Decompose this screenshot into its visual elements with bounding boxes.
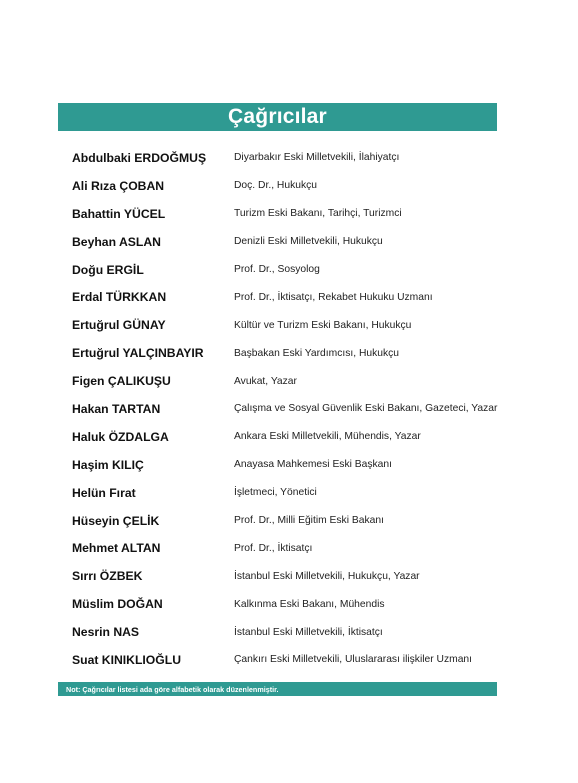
list-item: [72, 423, 532, 451]
list-item: [72, 144, 532, 172]
signatory-name: Müslim DOĞAN: [72, 597, 163, 612]
signatory-name: Beyhan ASLAN: [72, 234, 161, 249]
list-item: [72, 618, 532, 646]
signatory-title: İstanbul Eski Milletvekili, İktisatçı: [234, 626, 383, 638]
signatory-title: İstanbul Eski Milletvekili, Hukukçu, Yazar: [234, 570, 420, 582]
list-item: [72, 172, 532, 200]
signatory-name: Ertuğrul YALÇINBAYIR: [72, 346, 204, 361]
signatory-name: Haşim KILIÇ: [72, 457, 144, 472]
signatory-title: Denizli Eski Milletvekili, Hukukçu: [234, 236, 383, 248]
list-item: [72, 228, 532, 256]
signatory-title: Başbakan Eski Yardımcısı, Hukukçu: [234, 347, 400, 359]
signatory-title: Diyarbakır Eski Milletvekili, İlahiyatçı: [234, 152, 400, 164]
list-item: [72, 507, 532, 535]
signatory-name: Doğu ERGİL: [72, 262, 144, 277]
note-bar: [58, 682, 497, 696]
list-item: [72, 367, 532, 395]
signatory-name: Nesrin NAS: [72, 625, 140, 640]
list-item: [72, 534, 532, 562]
signatory-list: [72, 144, 532, 674]
signatory-name: Ertuğrul GÜNAY: [72, 318, 166, 333]
signatory-name: Abdulbaki ERDOĞMUŞ: [72, 150, 207, 165]
signatory-name: Hakan TARTAN: [72, 401, 161, 416]
list-item: [72, 479, 532, 507]
signatory-title: Avukat, Yazar: [234, 375, 297, 387]
signatory-name: Ali Rıza ÇOBAN: [72, 178, 165, 193]
signatory-name: Erdal TÜRKKAN: [72, 290, 167, 305]
signatory-title: İşletmeci, Yönetici: [234, 487, 317, 499]
signatory-name: Bahattin YÜCEL: [72, 206, 166, 221]
signatory-title: Prof. Dr., İktisatçı: [234, 542, 313, 554]
list-item: [72, 590, 532, 618]
signatory-name: Mehmet ALTAN: [72, 541, 161, 556]
list-item: [72, 646, 532, 674]
signatory-title: Prof. Dr., Sosyolog: [234, 264, 320, 275]
list-item: [72, 311, 532, 339]
list-item: [72, 200, 532, 228]
signatory-title: Anayasa Mahkemesi Eski Başkanı: [234, 459, 392, 471]
signatory-title: Doç. Dr., Hukukçu: [234, 180, 317, 192]
signatory-title: Turizm Eski Bakanı, Tarihçi, Turizmci: [234, 208, 402, 220]
list-item: [72, 283, 532, 311]
list-item: [72, 395, 532, 423]
signatory-name: Helün Fırat: [72, 485, 136, 500]
signatory-name: Haluk ÖZDALGA: [72, 429, 169, 444]
list-item: [72, 256, 532, 284]
signatory-name: Figen ÇALIKUŞU: [72, 374, 171, 389]
page-title: Çağrıcılar: [228, 105, 327, 128]
list-item: [72, 562, 532, 590]
header-bar: [58, 103, 497, 131]
signatory-name: Suat KINIKLIOĞLU: [72, 652, 182, 667]
signatory-title: Kalkınma Eski Bakanı, Mühendis: [234, 598, 385, 610]
signatory-title: Çalışma ve Sosyal Güvenlik Eski Bakanı, Gazeteci, Yazar: [234, 403, 498, 415]
signatory-title: Prof. Dr., İktisatçı, Rekabet Hukuku Uzmanı: [234, 291, 433, 303]
signatory-title: Ankara Eski Milletvekili, Mühendis, Yazar: [234, 431, 421, 443]
signatory-name: Sırrı ÖZBEK: [72, 569, 143, 584]
footnote: Not: Çağrıcılar listesi ada göre alfabetik olarak düzenlenmiştir.: [66, 684, 279, 694]
list-item: [72, 339, 532, 367]
signatory-title: Çankırı Eski Milletvekili, Uluslararası ilişkiler Uzmanı: [234, 654, 473, 666]
signatory-title: Kültür ve Turizm Eski Bakanı, Hukukçu: [234, 319, 412, 331]
signatory-name: Hüseyin ÇELİK: [72, 513, 160, 528]
signatory-title: Prof. Dr., Milli Eğitim Eski Bakanı: [234, 515, 384, 527]
list-item: [72, 451, 532, 479]
